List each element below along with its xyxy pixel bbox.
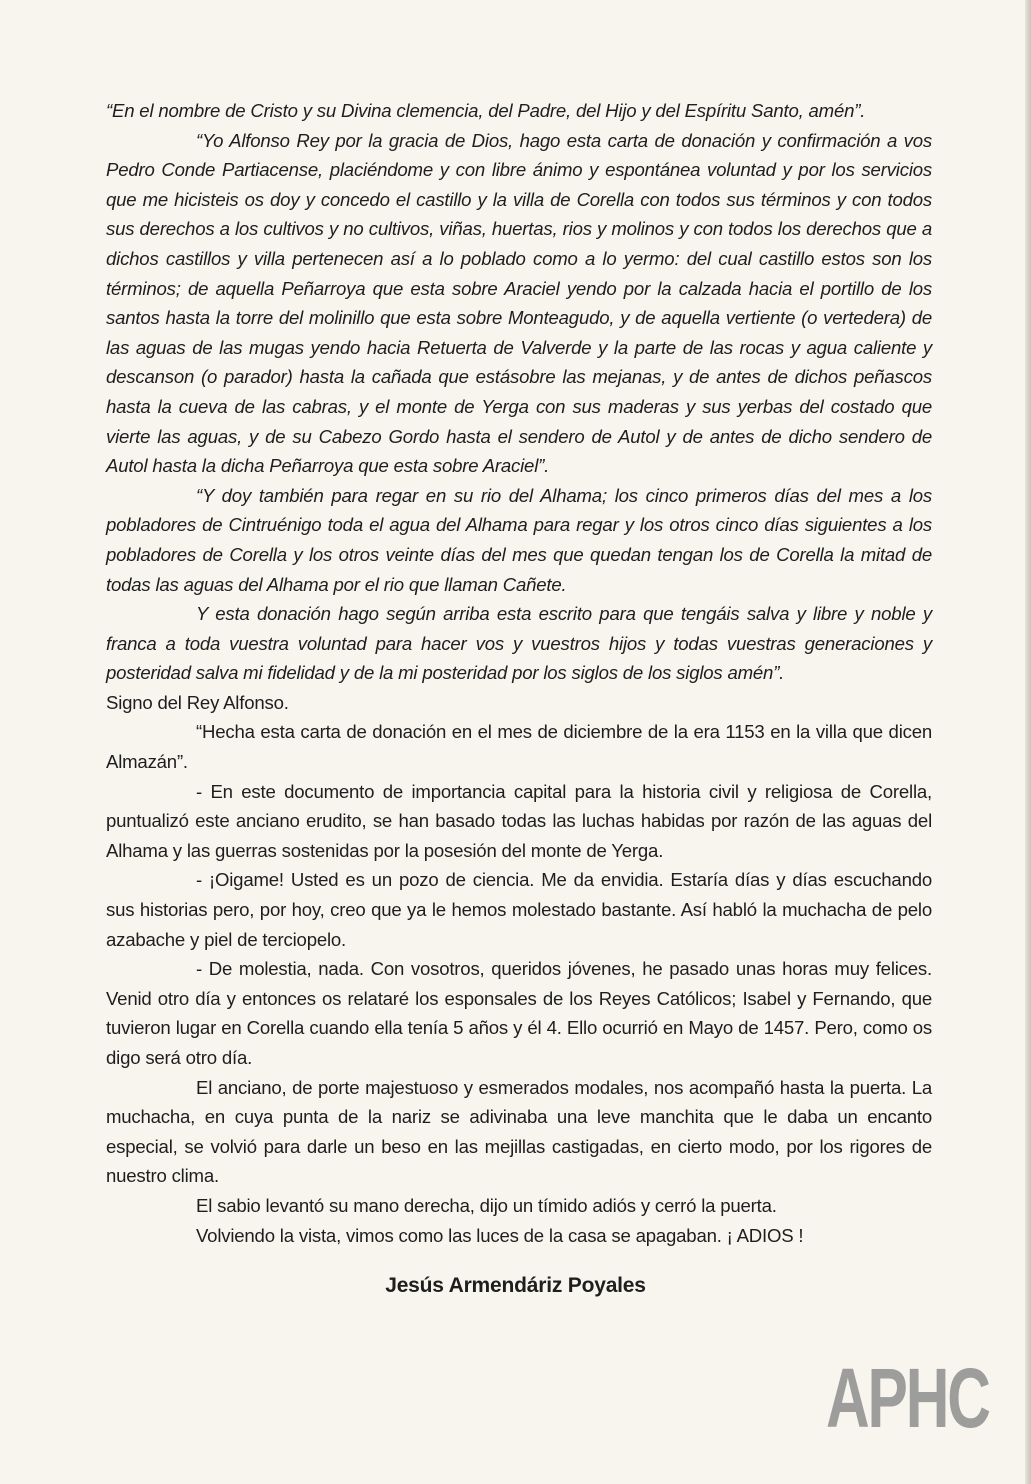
paragraph-invocation: “En el nombre de Cristo y su Divina clemencia, del Padre, del Hijo y del Espíritu Santo, amén”. xyxy=(106,100,866,121)
paragraph-adios: Volviendo la vista, vimos como las luces de la casa se apagaban. ¡ ADIOS ! xyxy=(196,1224,804,1246)
page-edge xyxy=(1025,0,1031,1484)
paragraph-water-rights: “Y doy también para regar en su rio del Alhama; los cinco primeros días del mes a los pobladores de Cintruénigo toda el agua del Alhama para regar y los otros cinco días siguientes a los pobladores de Corella y los otros veinte días del mes que quedan tengan los de Corella la mitad de todas las aguas del Alhama por el rio que llaman Cañete. xyxy=(106,484,932,595)
paragraph-farewell: El anciano, de porte majestuoso y esmerados modales, nos acompañó hasta la puerta. La muchacha, en cuya punta de la nariz se adivinaba una leve manchita que le daba un encanto especial, se volvió para darle un beso en las mejillas castigadas, en cierto modo, por los rigores de nuestro clima. xyxy=(106,1076,932,1187)
body-text xyxy=(106,96,932,1250)
author-signature: Jesús Armendáriz Poyales xyxy=(385,1274,646,1297)
paragraph-royal-sign: Signo del Rey Alfonso. xyxy=(106,691,289,713)
paragraph-donation-charter: “Yo Alfonso Rey por la gracia de Dios, hago esta carta de donación y confirmación a vos Pedro Conde Partiacense, placiéndome y con libre ánimo y espontánea voluntad y por los servicios que me hicisteis os doy y concedo el castillo y la villa de Corella con todos sus términos y con todos sus derechos a los cultivos y no cultivos, viñas, huertas, rios y molinos y con todos los derechos que a dichos castillos y villa pertenecen así a lo poblado como a lo yermo: del cual castillo estos son los términos; de aquella Peñarroya que esta sobre Araciel yendo por la calzada hacia el portillo de los santos hasta la torre del molinillo que esta sobre Monteagudo, y de aquella vertiente (o vertedera) de las aguas de las mugas yendo hacia Retuerta de Valverde y la parte de las rocas y agua caliente y descanson (o parador) hasta la cañada que estásobre las mejanas, y de antes de dichos peñascos hasta la cueva de las cabras, y el monte de Yerga con sus maderas y sus yerbas del costado que vierte las aguas, y de su Cabezo Gordo hasta el sendero de Autol y de antes de dicho sendero de Autol hasta la dicha Peñarroya que esta sobre Araciel”. xyxy=(106,129,932,477)
paragraph-girl-remark: - ¡Oigame! Usted es un pozo de ciencia. Me da envidia. Estaría días y días escuchando sus historias pero, por hoy, creo que ya le hemos molestado bastante. Así habló la muchacha de pelo azabache y piel de terciopelo. xyxy=(106,869,932,950)
paragraph-charter-date: “Hecha esta carta de donación en el mes de diciembre de la era 1153 en la villa que dicen Almazán”. xyxy=(106,721,932,773)
paragraph-scholar-remark: - En este documento de importancia capital para la historia civil y religiosa de Corella, puntualizó este anciano erudito, se han basado todas las luchas habidas por razón de las aguas del Alhama y las guerras sostenidas por la posesión del monte de Yerga. xyxy=(106,780,932,861)
aphc-watermark: APHC xyxy=(826,1351,989,1445)
paragraph-old-man-reply: - De molestia, nada. Con vosotros, queridos jóvenes, he pasado unas horas muy felices. Venid otro día y entonces os relataré los esponsales de los Reyes Católicos; Isabel y Fernando, que tuvieron lugar en Corella cuando ella tenía 5 años y él 4. Ello ocurrió en Mayo de 1457. Pero, como os digo será otro día. xyxy=(106,958,932,1068)
paragraph-donation-closing: Y esta donación hago según arriba esta escrito para que tengáis salva y libre y noble y franca a toda vuestra voluntad para hacer vos y vuestros hijos y todas vuestras generaciones y posteridad salva mi fidelidad y de la mi posteridad por los siglos de los siglos amén”. xyxy=(106,603,932,684)
paragraph-door-closed: El sabio levantó su mano derecha, dijo un tímido adiós y cerró la puerta. xyxy=(196,1194,777,1216)
